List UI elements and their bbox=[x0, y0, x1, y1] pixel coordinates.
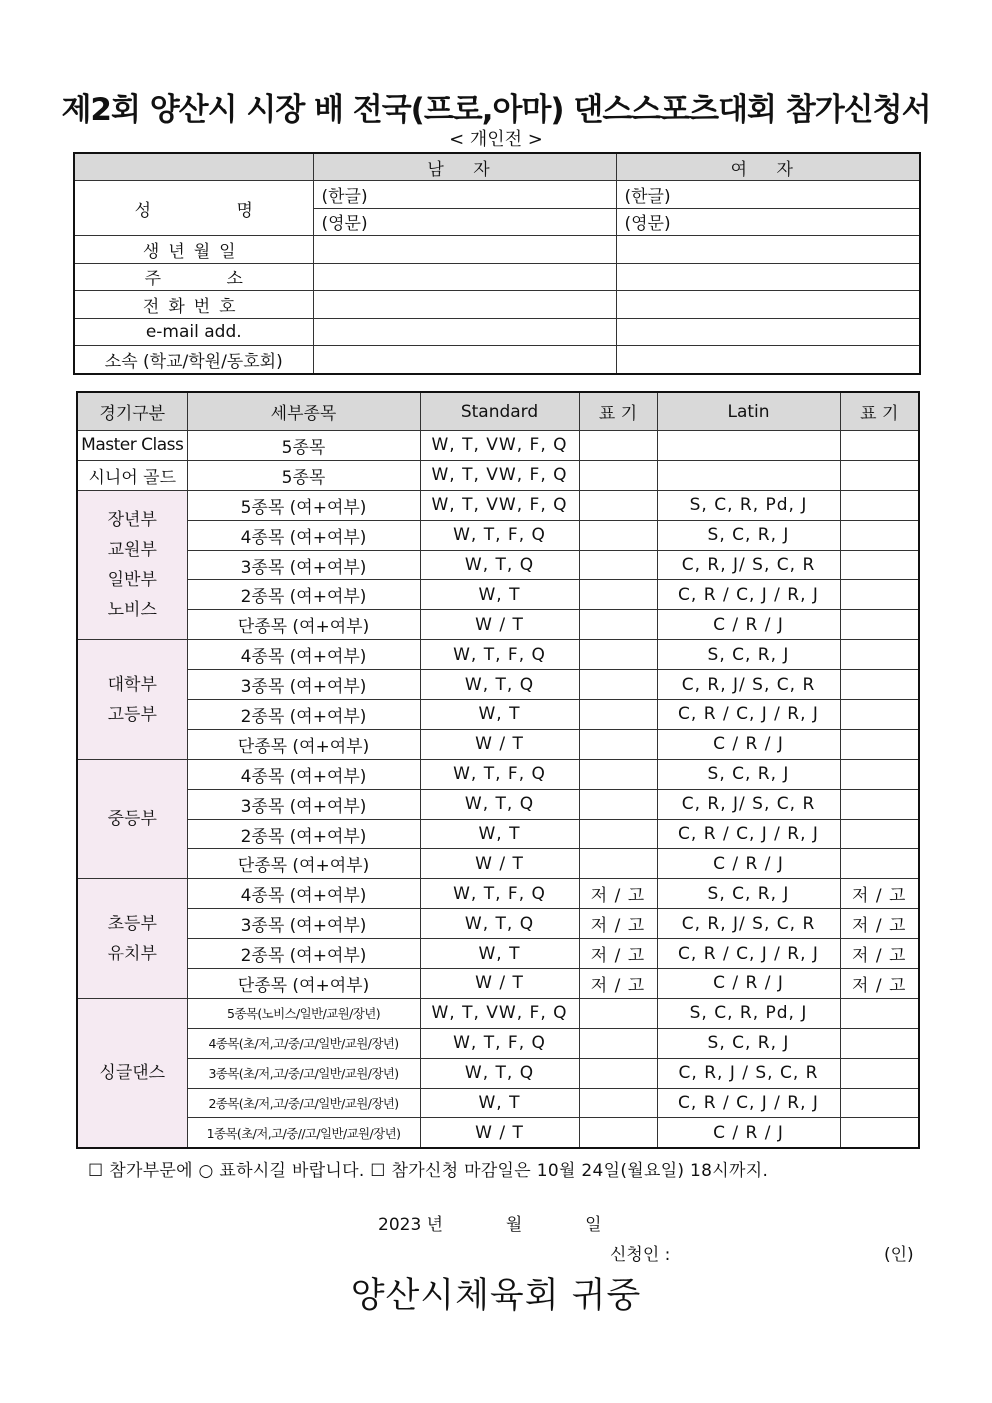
event-detail: 2종목(초/저,고/중/고/일반/교원/장년) bbox=[187, 1088, 420, 1118]
standard-dances: W / T bbox=[420, 610, 579, 640]
standard-mark-cell[interactable] bbox=[579, 431, 657, 461]
event-detail: 5종목 bbox=[187, 431, 420, 461]
latin-dances: C / R / J bbox=[657, 969, 840, 999]
event-detail: 5종목(노비스/일반/교원/장년) bbox=[187, 998, 420, 1028]
standard-mark-cell[interactable] bbox=[579, 729, 657, 759]
event-row bbox=[77, 1028, 919, 1058]
standard-dances: W, T, F, Q bbox=[420, 879, 579, 909]
event-detail: 4종목 (여+여부) bbox=[187, 640, 420, 670]
event-row bbox=[77, 1058, 919, 1088]
group-elementary-label: 초등부 bbox=[107, 913, 157, 934]
female-email-field[interactable] bbox=[616, 318, 920, 346]
latin-dances bbox=[657, 431, 840, 461]
group-adult-label: 교원부 bbox=[107, 540, 157, 560]
event-row bbox=[77, 431, 919, 461]
event-row bbox=[77, 1088, 919, 1118]
form-title: 제2회 양산시 시장 배 전국(프로,아마) 댄스스포츠대회 참가신청서 bbox=[61, 92, 931, 128]
standard-dances: W, T, Q bbox=[420, 909, 579, 939]
male-phone-field[interactable] bbox=[313, 291, 616, 319]
standard-dances: W, T, F, Q bbox=[420, 759, 579, 789]
event-row bbox=[77, 759, 919, 789]
group-college-high-label: 대학부 bbox=[107, 674, 157, 695]
event-detail: 1종목(초/저,고/중//고/일반/교원/장년) bbox=[187, 1118, 420, 1148]
standard-dances: W, T bbox=[420, 939, 579, 969]
standard-dances: W, T bbox=[420, 819, 579, 849]
recipient: 양산시체육회 귀중 bbox=[350, 1276, 642, 1316]
latin-dances: C, R, J/ S, C, R bbox=[657, 789, 840, 819]
latin-mark-cell[interactable] bbox=[840, 729, 919, 759]
event-row bbox=[77, 939, 919, 969]
latin-dances: C, R, J/ S, C, R bbox=[657, 550, 840, 580]
standard-dances: W / T bbox=[420, 1118, 579, 1148]
event-detail: 단종목 (여+여부) bbox=[187, 610, 420, 640]
event-detail: 2종목 (여+여부) bbox=[187, 580, 420, 610]
standard-dances: W, T, VW, F, Q bbox=[420, 460, 579, 490]
name-label: 성 명 bbox=[74, 181, 313, 236]
standard-dances: W, T, VW, F, Q bbox=[420, 431, 579, 461]
date-day: 일 bbox=[585, 1215, 602, 1235]
event-detail: 3종목 (여+여부) bbox=[187, 550, 420, 580]
latin-dances: C, R, J/ S, C, R bbox=[657, 670, 840, 700]
latin-mark-cell[interactable] bbox=[840, 1088, 919, 1118]
event-row bbox=[77, 460, 919, 490]
latin-dances: C / R / J bbox=[657, 849, 840, 879]
event-row bbox=[77, 998, 919, 1028]
standard-dances: W, T bbox=[420, 1088, 579, 1118]
group-adult-label: 일반부 bbox=[107, 570, 157, 590]
date-month: 월 bbox=[505, 1215, 523, 1235]
date-year: 2023 년 bbox=[378, 1215, 444, 1235]
event-row bbox=[77, 969, 919, 999]
event-row bbox=[77, 610, 919, 640]
latin-mark-cell[interactable] bbox=[840, 1058, 919, 1088]
latin-dances: C / R / J bbox=[657, 610, 840, 640]
standard-mark-cell[interactable] bbox=[579, 1058, 657, 1088]
standard-dances: W, T bbox=[420, 580, 579, 610]
standard-dances: W, T, Q bbox=[420, 789, 579, 819]
form-subtitle: < 개인전 > bbox=[449, 129, 543, 150]
latin-dances: S, C, R, J bbox=[657, 879, 840, 909]
standard-dances: W, T, F, Q bbox=[420, 520, 579, 550]
standard-mark-cell[interactable] bbox=[579, 759, 657, 789]
standard-dances: W, T, F, Q bbox=[420, 640, 579, 670]
latin-mark-cell[interactable] bbox=[840, 640, 919, 670]
standard-header: Standard bbox=[420, 392, 579, 431]
group-elementary-label: 유치부 bbox=[107, 943, 157, 964]
standard-mark-cell[interactable] bbox=[579, 580, 657, 610]
female-name-korean-field[interactable]: (한글) bbox=[616, 181, 920, 209]
event-detail: 3종목 (여+여부) bbox=[187, 789, 420, 819]
latin-dances: C, R, J/ S, C, R bbox=[657, 909, 840, 939]
standard-mark-cell[interactable]: 저 / 고 bbox=[579, 969, 657, 999]
latin-mark-cell[interactable]: 저 / 고 bbox=[840, 879, 919, 909]
standard-dances: W / T bbox=[420, 969, 579, 999]
latin-mark-cell[interactable] bbox=[840, 1118, 919, 1148]
standard-dances: W, T, VW, F, Q bbox=[420, 490, 579, 520]
latin-mark-cell[interactable] bbox=[840, 819, 919, 849]
event-detail: 단종목 (여+여부) bbox=[187, 849, 420, 879]
latin-dances: C, R / C, J / R, J bbox=[657, 580, 840, 610]
latin-dances: C / R / J bbox=[657, 729, 840, 759]
event-row bbox=[77, 670, 919, 700]
female-affiliation-field[interactable] bbox=[616, 346, 920, 374]
phone-label: 전화번호 bbox=[74, 291, 313, 319]
affiliation-label: 소속 (학교/학원/동호회) bbox=[74, 346, 313, 374]
group-master-class: Master Class bbox=[77, 431, 187, 461]
latin-mark-cell[interactable] bbox=[840, 490, 919, 520]
event-detail: 5종목 (여+여부) bbox=[187, 490, 420, 520]
event-detail: 3종목 (여+여부) bbox=[187, 909, 420, 939]
group-senior-gold: 시니어 골드 bbox=[77, 460, 187, 490]
standard-mark-cell[interactable]: 저 / 고 bbox=[579, 939, 657, 969]
standard-mark-cell[interactable] bbox=[579, 1118, 657, 1148]
male-name-english-field[interactable]: (영문) bbox=[313, 208, 616, 236]
event-row bbox=[77, 729, 919, 759]
standard-mark-cell[interactable] bbox=[579, 700, 657, 730]
category-header: 경기구분 bbox=[77, 392, 187, 431]
latin-dances: S, C, R, Pd, J bbox=[657, 490, 840, 520]
latin-mark-cell[interactable]: 저 / 고 bbox=[840, 939, 919, 969]
event-row bbox=[77, 819, 919, 849]
event-row bbox=[77, 520, 919, 550]
latin-dances: C, R, J / S, C, R bbox=[657, 1058, 840, 1088]
event-detail: 4종목(초/저,고/중/고/일반/교원/장년) bbox=[187, 1028, 420, 1058]
latin-dances: S, C, R, J bbox=[657, 759, 840, 789]
group-adult-label: 노비스 bbox=[107, 600, 157, 620]
application-date bbox=[378, 1210, 602, 1235]
latin-mark-cell[interactable] bbox=[840, 460, 919, 490]
group-adult bbox=[77, 490, 187, 639]
event-detail: 2종목 (여+여부) bbox=[187, 939, 420, 969]
latin-mark-cell[interactable] bbox=[840, 580, 919, 610]
seal-mark: (인) bbox=[884, 1245, 914, 1265]
event-detail: 4종목 (여+여부) bbox=[187, 520, 420, 550]
events-table bbox=[76, 391, 920, 1149]
standard-mark-cell[interactable]: 저 / 고 bbox=[579, 909, 657, 939]
email-label: e-mail add. bbox=[74, 318, 313, 346]
female-phone-field[interactable] bbox=[616, 291, 920, 319]
event-row bbox=[77, 849, 919, 879]
latin-dances bbox=[657, 460, 840, 490]
event-detail: 3종목 (여+여부) bbox=[187, 670, 420, 700]
latin-dances: C, R / C, J / R, J bbox=[657, 1088, 840, 1118]
event-row bbox=[77, 580, 919, 610]
birthdate-label: 생년월일 bbox=[74, 236, 313, 264]
standard-mark-cell[interactable] bbox=[579, 520, 657, 550]
latin-mark-cell[interactable] bbox=[840, 550, 919, 580]
latin-mark-cell[interactable] bbox=[840, 1028, 919, 1058]
standard-mark-cell[interactable] bbox=[579, 789, 657, 819]
latin-mark-header: 표 기 bbox=[840, 392, 919, 431]
standard-mark-cell[interactable] bbox=[579, 1028, 657, 1058]
event-detail: 단종목 (여+여부) bbox=[187, 969, 420, 999]
event-detail: 2종목 (여+여부) bbox=[187, 700, 420, 730]
group-single-dance: 싱글댄스 bbox=[77, 998, 187, 1148]
standard-mark-cell[interactable] bbox=[579, 849, 657, 879]
standard-dances: W, T, VW, F, Q bbox=[420, 998, 579, 1028]
standard-mark-cell[interactable]: 저 / 고 bbox=[579, 879, 657, 909]
latin-mark-cell[interactable] bbox=[840, 849, 919, 879]
female-name-english-field[interactable]: (영문) bbox=[616, 208, 920, 236]
standard-dances: W, T, F, Q bbox=[420, 1028, 579, 1058]
standard-mark-cell[interactable] bbox=[579, 998, 657, 1028]
standard-mark-cell[interactable] bbox=[579, 490, 657, 520]
event-detail: 4종목 (여+여부) bbox=[187, 879, 420, 909]
personal-info-table bbox=[73, 152, 921, 375]
group-middle: 중등부 bbox=[77, 759, 187, 879]
event-row bbox=[77, 490, 919, 520]
detail-header: 세부종목 bbox=[187, 392, 420, 431]
event-row bbox=[77, 909, 919, 939]
male-affiliation-field[interactable] bbox=[313, 346, 616, 374]
male-name-korean-field[interactable]: (한글) bbox=[313, 181, 616, 209]
latin-dances: C, R / C, J / R, J bbox=[657, 819, 840, 849]
female-header: 여 자 bbox=[616, 153, 920, 181]
latin-mark-cell[interactable] bbox=[840, 670, 919, 700]
latin-mark-cell[interactable] bbox=[840, 520, 919, 550]
latin-dances: S, C, R, J bbox=[657, 640, 840, 670]
latin-mark-cell[interactable]: 저 / 고 bbox=[840, 909, 919, 939]
latin-mark-cell[interactable] bbox=[840, 700, 919, 730]
male-address-field[interactable] bbox=[313, 263, 616, 291]
event-row bbox=[77, 789, 919, 819]
standard-mark-cell[interactable] bbox=[579, 610, 657, 640]
standard-dances: W, T, Q bbox=[420, 550, 579, 580]
group-adult-label: 장년부 bbox=[107, 510, 157, 530]
male-header: 남 자 bbox=[313, 153, 616, 181]
standard-mark-cell[interactable] bbox=[579, 460, 657, 490]
event-detail: 단종목 (여+여부) bbox=[187, 729, 420, 759]
male-birthdate-field[interactable] bbox=[313, 236, 616, 264]
latin-mark-cell[interactable] bbox=[840, 998, 919, 1028]
event-row bbox=[77, 879, 919, 909]
standard-mark-cell[interactable] bbox=[579, 640, 657, 670]
instruction-note: ☐ 참가부문에 ○ 표하시길 바랍니다. ☐ 참가신청 마감일은 10월 24일(월요일) 18시까지. bbox=[88, 1161, 769, 1181]
female-birthdate-field[interactable] bbox=[616, 236, 920, 264]
latin-dances: S, C, R, J bbox=[657, 1028, 840, 1058]
latin-mark-cell[interactable] bbox=[840, 610, 919, 640]
latin-mark-cell[interactable] bbox=[840, 759, 919, 789]
event-row bbox=[77, 700, 919, 730]
latin-dances: C, R / C, J / R, J bbox=[657, 700, 840, 730]
latin-dances: C / R / J bbox=[657, 1118, 840, 1148]
latin-dances: C, R / C, J / R, J bbox=[657, 939, 840, 969]
group-college-high bbox=[77, 640, 187, 760]
standard-mark-cell[interactable] bbox=[579, 1088, 657, 1118]
latin-dances: S, C, R, Pd, J bbox=[657, 998, 840, 1028]
event-detail: 2종목 (여+여부) bbox=[187, 819, 420, 849]
standard-dances: W / T bbox=[420, 849, 579, 879]
group-college-high-label: 고등부 bbox=[107, 704, 157, 725]
standard-dances: W / T bbox=[420, 729, 579, 759]
event-row bbox=[77, 1118, 919, 1148]
standard-mark-cell[interactable] bbox=[579, 819, 657, 849]
event-row bbox=[77, 640, 919, 670]
standard-dances: W, T, Q bbox=[420, 670, 579, 700]
standard-mark-cell[interactable] bbox=[579, 550, 657, 580]
standard-mark-header: 표 기 bbox=[579, 392, 657, 431]
standard-mark-cell[interactable] bbox=[579, 670, 657, 700]
standard-dances: W, T, Q bbox=[420, 1058, 579, 1088]
applicant-label: 신청인 : bbox=[610, 1245, 671, 1265]
group-elementary bbox=[77, 879, 187, 999]
event-detail: 3종목(초/저,고/중/고/일반/교원/장년) bbox=[187, 1058, 420, 1088]
male-email-field[interactable] bbox=[313, 318, 616, 346]
event-row bbox=[77, 550, 919, 580]
latin-header: Latin bbox=[657, 392, 840, 431]
standard-dances: W, T bbox=[420, 700, 579, 730]
latin-dances: S, C, R, J bbox=[657, 520, 840, 550]
address-label: 주 소 bbox=[74, 263, 313, 291]
latin-mark-cell[interactable]: 저 / 고 bbox=[840, 969, 919, 999]
event-detail: 5종목 bbox=[187, 460, 420, 490]
latin-mark-cell[interactable] bbox=[840, 789, 919, 819]
female-address-field[interactable] bbox=[616, 263, 920, 291]
event-detail: 4종목 (여+여부) bbox=[187, 759, 420, 789]
info-header-blank bbox=[74, 153, 313, 181]
latin-mark-cell[interactable] bbox=[840, 431, 919, 461]
